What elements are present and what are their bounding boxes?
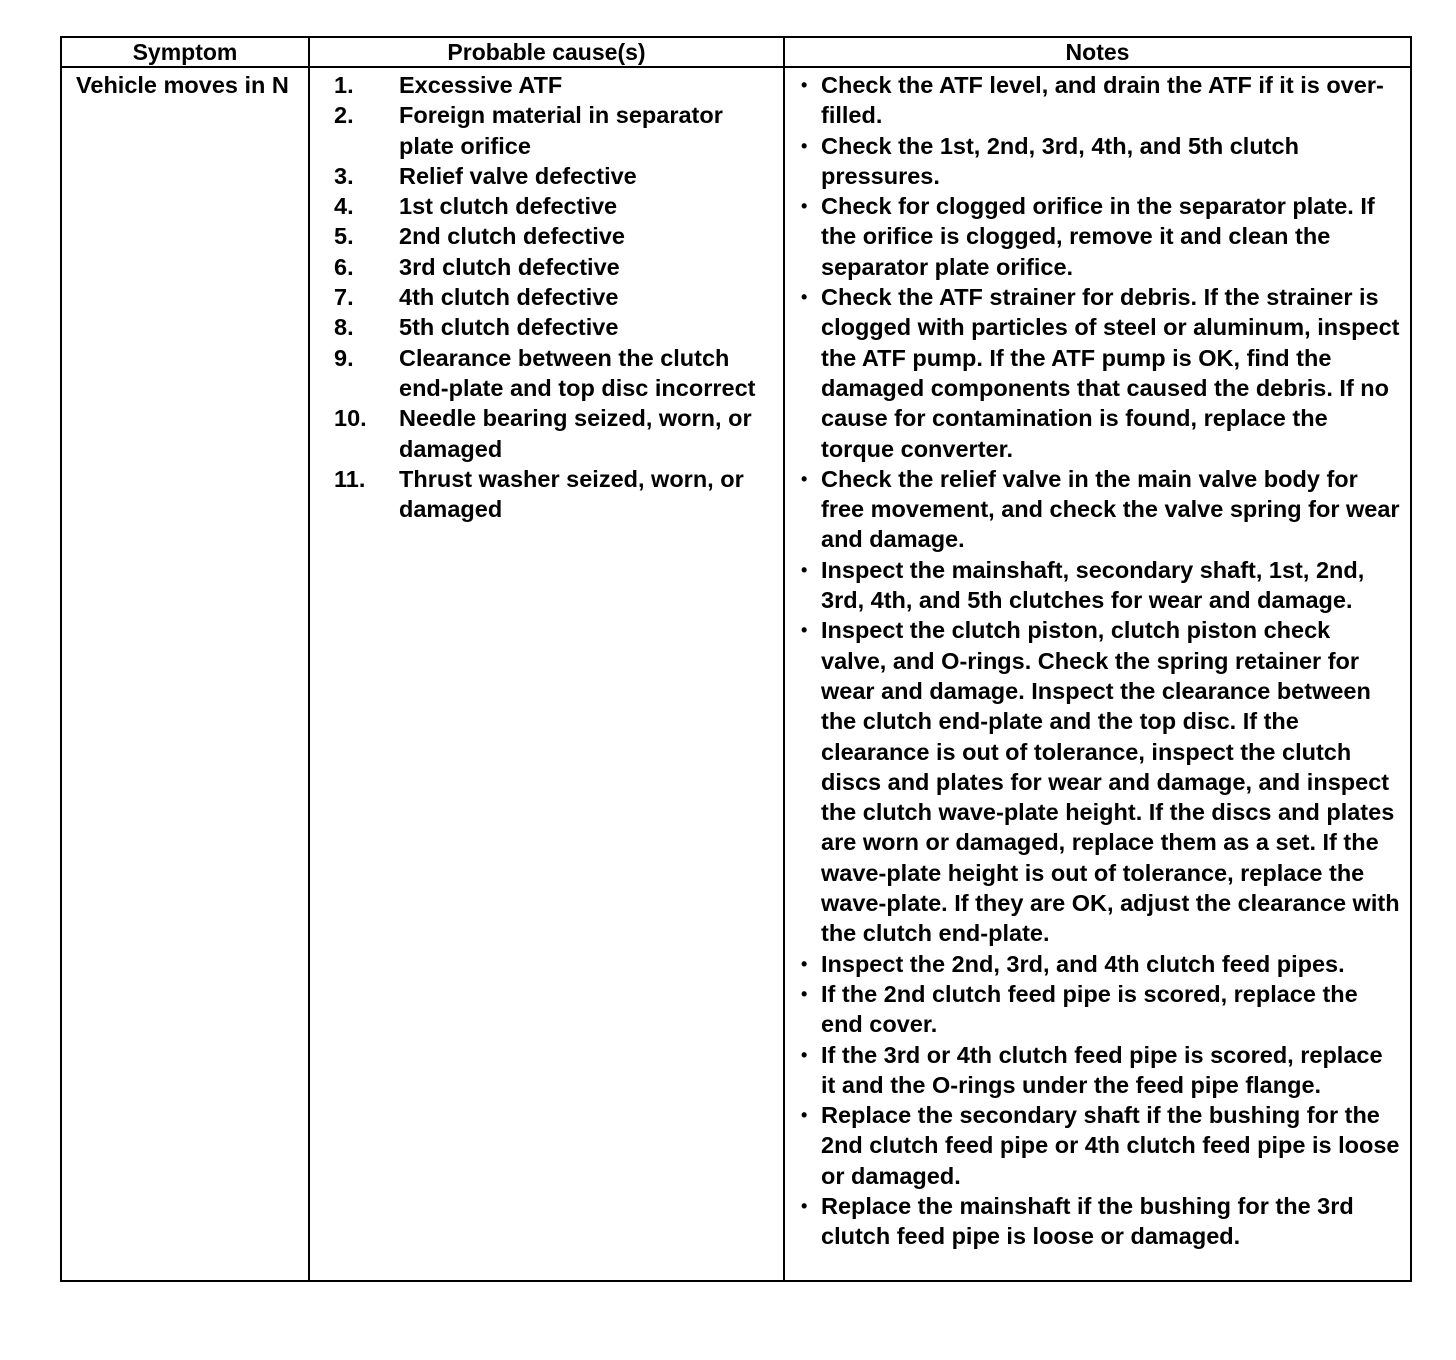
- bullet-icon: •: [801, 75, 808, 95]
- troubleshooting-page: [60, 36, 1410, 1282]
- note-item: [785, 949, 1410, 979]
- note-item: [785, 1100, 1410, 1191]
- note-text: Replace the secondary shaft if the bushing for the 2nd clutch feed pipe or 4th clutch feed pipe is loose or damaged.: [821, 1102, 1400, 1189]
- causes-header: Probable cause(s): [309, 37, 784, 67]
- notes-list: [785, 68, 1410, 1252]
- notes-header: Notes: [784, 37, 1411, 67]
- note-text: Inspect the mainshaft, secondary shaft, 1st, 2nd, 3rd, 4th, and 5th clutches for wear and damage.: [821, 556, 1365, 614]
- cause-number: 4.: [334, 193, 354, 220]
- cause-item: [310, 343, 783, 404]
- note-item: [785, 464, 1410, 555]
- cause-number: 7.: [334, 284, 354, 311]
- cause-item: [310, 403, 783, 464]
- cause-text: Thrust washer seized, worn, or damaged: [399, 465, 744, 523]
- notes-cell: [784, 67, 1411, 1281]
- note-item: [785, 615, 1410, 948]
- cause-item: [310, 100, 783, 161]
- note-item: [785, 282, 1410, 464]
- note-text: Replace the mainshaft if the bushing for the 3rd clutch feed pipe is loose or damaged.: [821, 1192, 1354, 1250]
- note-item: [785, 191, 1410, 282]
- bullet-icon: •: [801, 1105, 808, 1126]
- cause-number: 1.: [334, 72, 354, 98]
- cause-number: 5.: [334, 223, 354, 250]
- bullet-icon: •: [801, 135, 808, 156]
- note-text: Check for clogged orifice in the separator plate. If the orifice is clogged, remove it and clean the separator plate orifice.: [821, 193, 1375, 280]
- symptom-text: Vehicle moves in N: [76, 72, 289, 98]
- bullet-icon: •: [801, 953, 808, 974]
- note-item: [785, 1191, 1410, 1252]
- bullet-icon: •: [801, 1195, 808, 1216]
- note-text: Inspect the 2nd, 3rd, and 4th clutch feed pipes.: [821, 950, 1345, 977]
- troubleshooting-table: [60, 36, 1412, 1282]
- cause-item: [310, 282, 783, 312]
- cause-item: [310, 161, 783, 191]
- cause-number: 6.: [334, 253, 354, 280]
- cause-text: Needle bearing seized, worn, or damaged: [399, 405, 752, 462]
- bullet-icon: •: [801, 287, 808, 308]
- cause-number: 11.: [334, 465, 366, 492]
- note-text: Check the ATF strainer for debris. If the strainer is clogged with particles of steel or aluminum, inspect the ATF pump. If the ATF pump is OK, find the damaged components that caused the debris. If no cause for contamination is found, replace the torque converter.: [821, 284, 1400, 462]
- cause-number: 8.: [334, 314, 354, 341]
- cause-number: 3.: [334, 162, 354, 189]
- cause-text: Foreign material in separator plate orifice: [399, 102, 723, 159]
- cause-item: [310, 191, 783, 221]
- cause-item: [310, 70, 783, 100]
- cause-text: 3rd clutch defective: [399, 253, 620, 280]
- table-row: [61, 67, 1411, 1281]
- note-text: Check the 1st, 2nd, 3rd, 4th, and 5th clutch pressures.: [821, 132, 1299, 189]
- note-item: [785, 1040, 1410, 1101]
- note-text: If the 2nd clutch feed pipe is scored, replace the end cover.: [821, 980, 1358, 1038]
- bullet-icon: •: [801, 196, 808, 217]
- cause-number: 10.: [334, 405, 367, 432]
- causes-cell: [309, 67, 784, 1281]
- cause-text: 2nd clutch defective: [399, 223, 625, 250]
- note-text: Check the relief valve in the main valve body for free movement, and check the valve spring for wear and damage.: [821, 465, 1400, 553]
- cause-number: 9.: [334, 344, 354, 371]
- cause-text: 1st clutch defective: [399, 193, 618, 220]
- cause-text: Relief valve defective: [399, 162, 637, 189]
- bullet-icon: •: [801, 468, 808, 489]
- bullet-icon: •: [801, 620, 808, 641]
- table-header-row: [61, 37, 1411, 67]
- cause-text: 5th clutch defective: [399, 314, 619, 341]
- cause-item: [310, 312, 783, 342]
- note-item: [785, 555, 1410, 616]
- note-text: If the 3rd or 4th clutch feed pipe is scored, replace it and the O-rings under the feed pipe flange.: [821, 1041, 1383, 1098]
- bullet-icon: •: [801, 1044, 808, 1065]
- bullet-icon: •: [801, 559, 808, 580]
- cause-item: [310, 464, 783, 525]
- note-item: [785, 70, 1410, 131]
- note-item: [785, 979, 1410, 1040]
- symptom-header: Symptom: [61, 37, 309, 67]
- cause-text: 4th clutch defective: [399, 284, 619, 311]
- bullet-icon: •: [801, 983, 808, 1004]
- note-text: Inspect the clutch piston, clutch piston check valve, and O-rings. Check the spring retainer for wear and damage. Inspect the clearance between the clutch end-plate and the top disc. If the clearance is out of tolerance, inspect the clutch discs and plates for wear and damage, and inspect the clutch wave-plate height. If the discs and plates are worn or damaged, replace them as a set. If the wave-plate height is out of tolerance, replace the wave-plate. If they are OK, adjust the clearance with the clutch end-plate.: [821, 617, 1400, 947]
- cause-item: [310, 221, 783, 251]
- cause-item: [310, 252, 783, 282]
- cause-text: Clearance between the clutch end-plate and top disc incorrect: [399, 344, 756, 401]
- causes-list: [310, 68, 783, 524]
- cause-number: 2.: [334, 102, 354, 129]
- cause-text: Excessive ATF: [399, 72, 563, 98]
- symptom-cell: [61, 67, 309, 1281]
- note-item: [785, 131, 1410, 192]
- note-text: Check the ATF level, and drain the ATF if it is over-filled.: [821, 72, 1384, 129]
